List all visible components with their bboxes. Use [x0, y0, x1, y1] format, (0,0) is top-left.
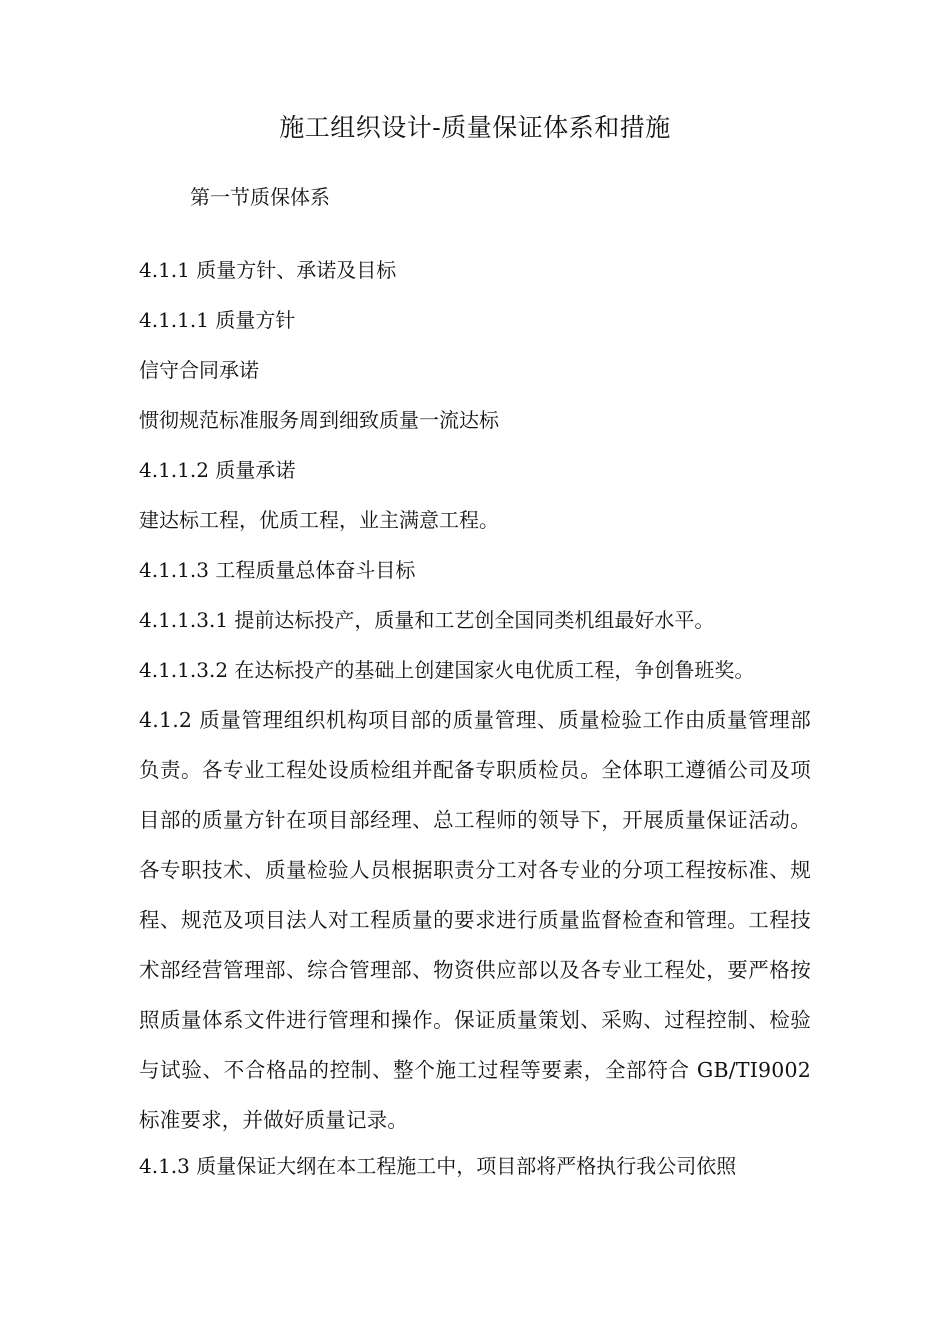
document-title: 施工组织设计-质量保证体系和措施 [279, 113, 671, 142]
heading-4-1-1-3: 4.1.1.3 工程质量总体奋斗目标 [139, 558, 416, 582]
section-heading: 第一节质保体系 [190, 185, 330, 209]
goal-4-1-1-3-2: 4.1.1.3.2 在达标投产的基础上创建国家火电优质工程，争创鲁班奖。 [139, 658, 755, 682]
heading-4-1-1-2: 4.1.1.2 质量承诺 [139, 458, 296, 482]
paragraph-4-1-2: 4.1.2 质量管理组织机构项目部的质量管理、质量检验工作由质量管理部负责。各专业工程处设质检组并配备专职质检员。全体职工遵循公司及项目部的质量方针在项目部经理、总工程师的领导下，开展质量保证活动。各专职技术、质量检验人员根据职责分工对各专业的分项工程按标准、规程、规范及项目法人对工程质量的要求进行质量监督检查和管理。工程技术部经营管理部、综合管理部、物资供应部以及各专业工程处，要严格按照质量体系文件进行管理和操作。保证质量策划、采购、过程控制、检验与试验、不合格品的控制、整个施工过程等要素，全部符合 GB/TI9002 标准要求，并做好质量记录。 [139, 708, 811, 1132]
policy-line-1: 信守合同承诺 [139, 358, 259, 382]
policy-line-2: 惯彻规范标准服务周到细致质量一流达标 [139, 408, 499, 432]
goal-4-1-1-3-1: 4.1.1.3.1 提前达标投产，质量和工艺创全国同类机组最好水平。 [139, 608, 715, 632]
paragraph-4-1-3: 4.1.3 质量保证大纲在本工程施工中，项目部将严格执行我公司依照 [139, 1154, 737, 1178]
commitment-line: 建达标工程，优质工程，业主满意工程。 [139, 508, 499, 532]
heading-4-1-1: 4.1.1 质量方针、承诺及目标 [139, 258, 397, 282]
heading-4-1-1-1: 4.1.1.1 质量方针 [139, 308, 296, 332]
